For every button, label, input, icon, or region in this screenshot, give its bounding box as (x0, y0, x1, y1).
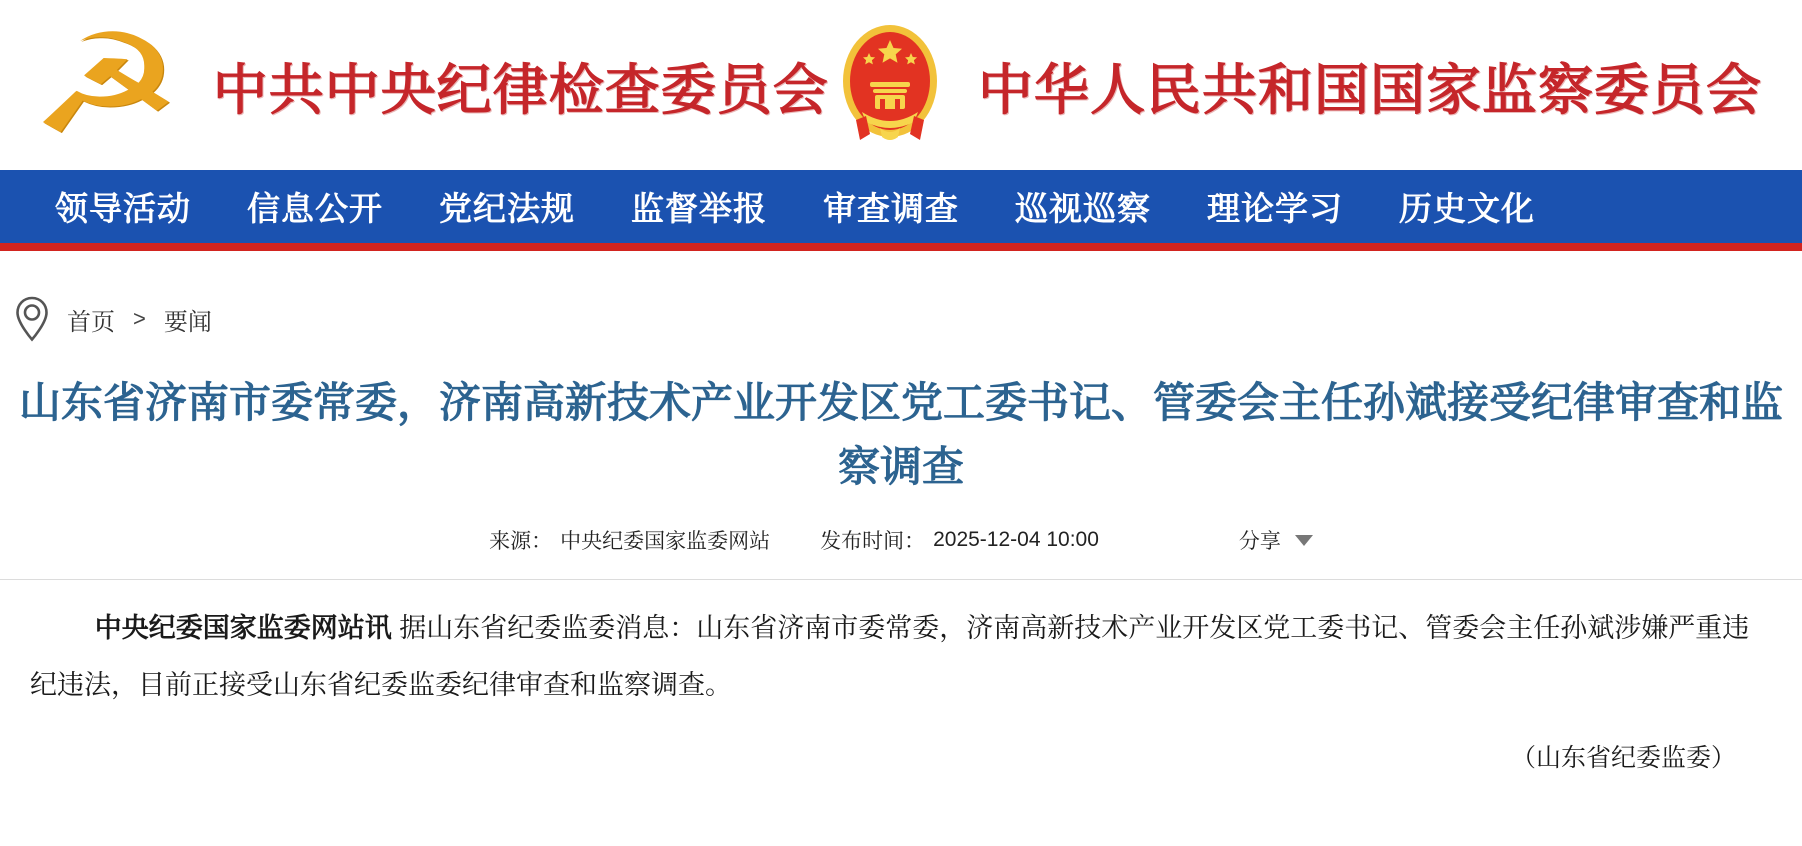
nav-item-supervision-report[interactable]: 监督举报 (631, 190, 767, 227)
party-emblem-icon: ☭ (28, 8, 184, 162)
red-accent-strip (0, 243, 1802, 251)
national-emblem-icon (842, 24, 938, 146)
nsc-title: 中华人民共和国国家监察委员会 (977, 58, 1762, 121)
caret-down-icon (1295, 535, 1313, 546)
nav-item-leadership[interactable]: 领导活动 (55, 190, 191, 227)
article-lead: 中央纪委国家监委网站讯 (94, 613, 392, 643)
meta-source-label: 来源： (489, 530, 553, 553)
meta-publish-label: 发布时间： (820, 530, 926, 553)
breadcrumb (0, 295, 1802, 343)
nsc-logo[interactable] (842, 24, 1762, 146)
breadcrumb-current[interactable]: 要闻 (163, 308, 212, 336)
meta-publish-time (820, 525, 1099, 555)
article-body (0, 600, 1802, 714)
ccdi-logo[interactable] (28, 8, 829, 162)
nav-item-review-investigation[interactable]: 审查调查 (823, 190, 959, 227)
article-attribution: （山东省纪委监委） (1510, 744, 1736, 772)
meta-source (489, 525, 770, 555)
nav-item-history-culture[interactable]: 历史文化 (1399, 190, 1535, 227)
article-text: 据山东省纪委监委消息：山东省济南市委常委，济南高新技术产业开发区党工委书记、管委会主任孙斌涉嫌严重违纪违法，目前正接受山东省纪委监委纪律审查和监察调查。 (30, 613, 1750, 700)
share-button[interactable] (1239, 525, 1313, 555)
meta-divider (0, 579, 1802, 580)
main-nav (0, 170, 1802, 243)
article-meta (0, 525, 1802, 555)
share-label: 分享 (1238, 530, 1281, 553)
nav-item-party-regulations[interactable]: 党纪法规 (439, 190, 575, 227)
breadcrumb-separator: > (133, 306, 146, 331)
location-pin-icon (15, 295, 49, 343)
meta-source-value: 中央纪委国家监委网站 (560, 530, 771, 553)
site-header (0, 0, 1802, 170)
nav-item-info-disclosure[interactable]: 信息公开 (247, 190, 383, 227)
nav-item-inspection-tours[interactable]: 巡视巡察 (1015, 190, 1151, 227)
meta-publish-value: 2025-12-04 10:00 (933, 528, 1099, 551)
article-title: 山东省济南市委常委，济南高新技术产业开发区党工委书记、管委会主任孙斌接受纪律审查和监察调查 (18, 379, 1783, 490)
nav-item-theory-study[interactable]: 理论学习 (1207, 190, 1343, 227)
ccdi-title: 中共中央纪律检查委员会 (212, 58, 829, 121)
breadcrumb-home[interactable]: 首页 (67, 308, 115, 336)
